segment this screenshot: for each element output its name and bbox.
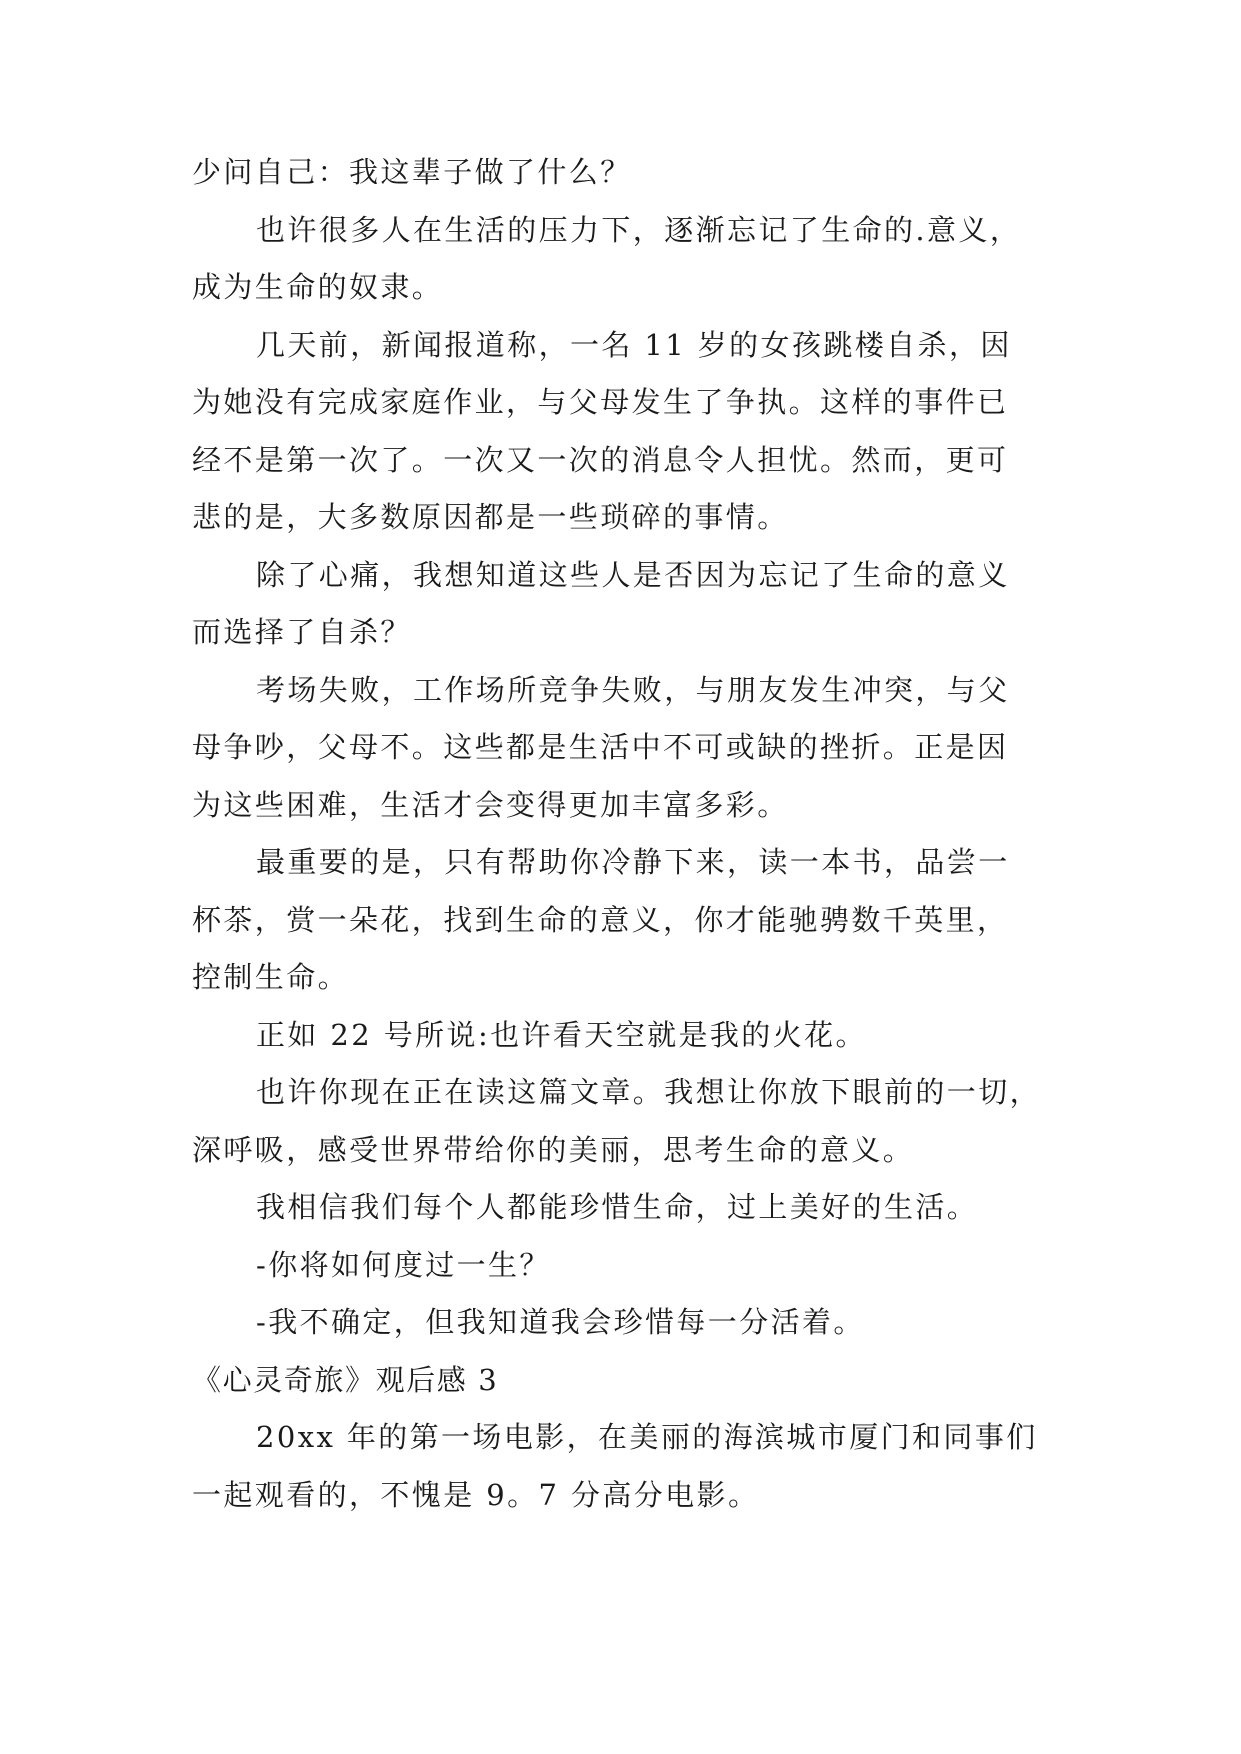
paragraph-line: 正如 22 号所说:也许看天空就是我的火花。	[256, 1018, 867, 1052]
paragraph-line: 为她没有完成家庭作业，与父母发生了争执。这样的事件已	[192, 385, 1009, 419]
paragraph-line: 几天前，新闻报道称，一名 11 岁的女孩跳楼自杀，因	[256, 328, 1012, 362]
paragraph-line: 我相信我们每个人都能珍惜生命，过上美好的生活。	[256, 1190, 979, 1224]
paragraph-line: 一起观看的，不愧是 9。7 分高分电影。	[192, 1478, 760, 1512]
paragraph-line: 悲的是，大多数原因都是一些琐碎的事情。	[192, 500, 789, 534]
paragraph-line: 成为生命的奴隶。	[192, 270, 444, 304]
paragraph-line: 少问自己：我这辈子做了什么？	[192, 155, 632, 189]
paragraph-line: 考场失败，工作场所竞争失败，与朋友发生冲突，与父	[256, 673, 1010, 707]
paragraph-line: 控制生命。	[192, 960, 350, 994]
paragraph-line: 20xx 年的第一场电影，在美丽的海滨城市厦门和同事们	[256, 1420, 1038, 1454]
paragraph-line: 母争吵，父母不。这些都是生活中不可或缺的挫折。正是因	[192, 730, 1009, 764]
paragraph-line: 最重要的是，只有帮助你冷静下来，读一本书，品尝一	[256, 845, 1010, 879]
section-heading: 《心灵奇旅》观后感 3	[192, 1363, 499, 1397]
paragraph-line: 也许很多人在生活的压力下，逐渐忘记了生命的.意义，	[256, 213, 1022, 247]
paragraph-line: 杯茶，赏一朵花，找到生命的意义，你才能驰骋数千英里，	[192, 903, 1009, 937]
paragraph-line: 深呼吸，感受世界带给你的美丽，思考生命的意义。	[192, 1133, 915, 1167]
paragraph-line: 也许你现在正在读这篇文章。我想让你放下眼前的一切，	[256, 1075, 1042, 1109]
paragraph-line: 经不是第一次了。一次又一次的消息令人担忧。然而，更可	[192, 443, 1009, 477]
paragraph-line: 除了心痛，我想知道这些人是否因为忘记了生命的意义	[256, 558, 1010, 592]
dialogue-line: -我不确定，但我知道我会珍惜每一分活着。	[256, 1305, 865, 1339]
dialogue-line: -你将如何度过一生？	[256, 1248, 551, 1282]
paragraph-line: 而选择了自杀？	[192, 615, 412, 649]
paragraph-line: 为这些困难，生活才会变得更加丰富多彩。	[192, 788, 789, 822]
